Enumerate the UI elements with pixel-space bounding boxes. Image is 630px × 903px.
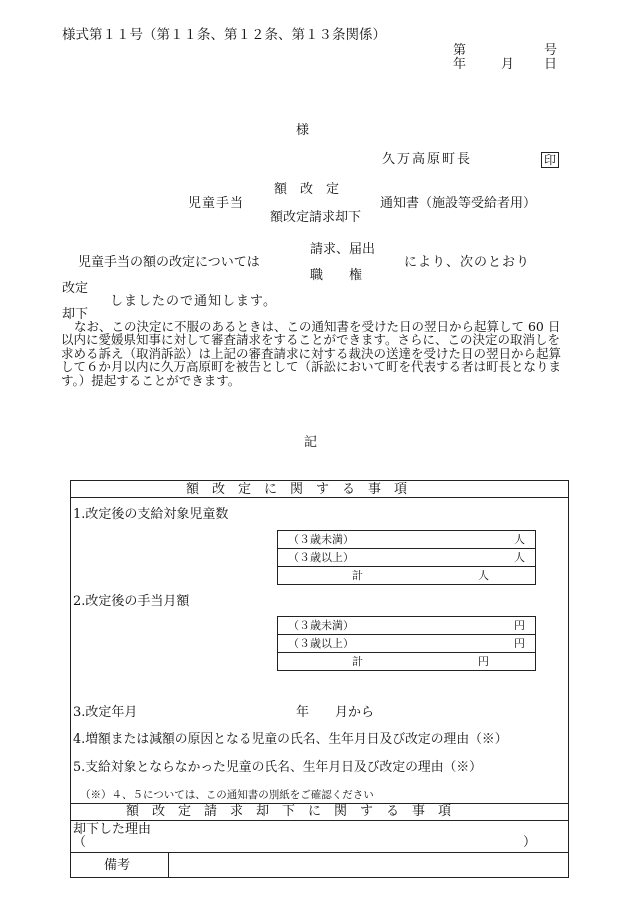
- item3-value: 年 月から: [296, 705, 375, 720]
- count-over3-label: （３歳以上）: [288, 551, 354, 564]
- recipient-honorific: 様: [296, 123, 310, 138]
- date-year: 年: [453, 57, 467, 72]
- form-number: 様式第１１号（第１１条、第１２条、第１３条関係）: [62, 27, 386, 43]
- reason-paren-open: （: [73, 835, 87, 850]
- reason-request: 請求、届出: [310, 242, 376, 257]
- seal-mark: 印: [541, 152, 559, 168]
- amount-total-unit: 円: [478, 655, 489, 668]
- item1-label: 1.改定後の支給対象児童数: [73, 507, 229, 522]
- decision-kaitei: 改定: [62, 281, 89, 296]
- amount-row-divider: [277, 634, 536, 635]
- number-label-go: 号: [544, 43, 558, 58]
- count-row-divider: [277, 566, 536, 567]
- date-day: 日: [544, 57, 558, 72]
- remarks-label: 備考: [104, 858, 131, 873]
- appeal-notice: なお、この決定に不服のあるときは、この通知書を受けた日の翌日から起算して 60 日以内に愛媛県知事に対して審査請求をすることができます。さらに、この決定の取消しを求める訴え（取消訴訟）は上記の審査請求に対する裁決の送達を受けた日の翌日から起算して６か月以内に久万高原町を被告として（訴訟において町を代表する者は町長となります。）提起することができます。: [61, 319, 562, 388]
- item5-label: 5.支給対象とならなかった児童の氏名、生年月日及び改定の理由（※）: [73, 760, 482, 775]
- remarks-divider: [70, 852, 569, 853]
- sender-name: 久万高原町長: [382, 152, 473, 167]
- section2-heading: 額 改 定 請 求 却 下 に 関 す る 事 項: [126, 804, 452, 819]
- section1-heading: 額 改 定 に 関 す る 事 項: [186, 482, 408, 497]
- amount-under3-label: （３歳未満）: [288, 619, 354, 632]
- count-total-label: 計: [352, 569, 363, 582]
- rejection-reason-label: 却下した理由: [73, 822, 152, 837]
- title-line-1: 額 改 定: [274, 182, 340, 197]
- reason-paren-close: ）: [523, 835, 537, 850]
- section2-heading-divider: [70, 820, 569, 821]
- count-over3-unit: 人: [514, 551, 525, 564]
- amount-over3-unit: 円: [514, 637, 525, 650]
- title-suffix: 通知書（施設等受給者用）: [380, 196, 537, 211]
- body-lead: 児童手当の額の改定については: [78, 255, 260, 270]
- item3-label: 3.改定年月: [73, 705, 138, 720]
- date-month: 月: [501, 57, 515, 72]
- item4-label: 4.増額または減額の原因となる児童の氏名、生年月日及び改定の理由（※）: [73, 732, 508, 747]
- ki-marker: 記: [304, 435, 318, 450]
- amount-under3-unit: 円: [514, 619, 525, 632]
- number-label-dai: 第: [453, 43, 467, 58]
- body-notified: しましたので通知します。: [110, 294, 277, 309]
- item2-label: 2.改定後の手当月額: [73, 594, 190, 609]
- count-row-divider: [277, 548, 536, 549]
- body-continuation: により、次のとおり: [404, 255, 531, 270]
- amount-total-label: 計: [352, 655, 363, 668]
- reason-authority: 職 権: [310, 268, 363, 283]
- amount-row-divider: [277, 652, 536, 653]
- remarks-column-divider: [168, 852, 169, 878]
- note-text: （※）４、５については、この通知書の別紙をご確認ください: [80, 789, 374, 801]
- title-prefix: 児童手当: [188, 196, 245, 211]
- title-line-3: 額改定請求却下: [270, 210, 362, 225]
- section1-divider: [70, 497, 569, 498]
- count-under3-label: （３歳未満）: [288, 533, 354, 546]
- count-total-unit: 人: [478, 569, 489, 582]
- decision-kyakka: 却下: [62, 307, 89, 322]
- amount-over3-label: （３歳以上）: [288, 637, 354, 650]
- count-under3-unit: 人: [514, 533, 525, 546]
